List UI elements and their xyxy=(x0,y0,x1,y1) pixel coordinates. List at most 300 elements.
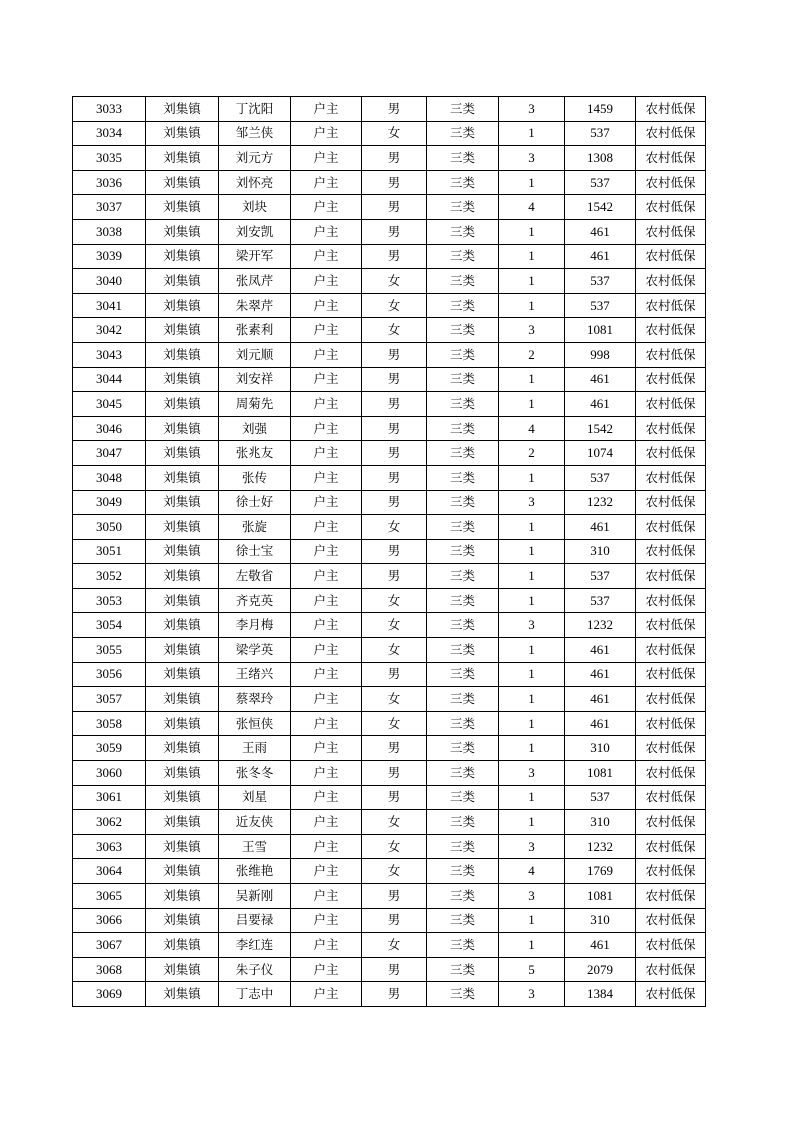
cell-relation: 户主 xyxy=(291,982,362,1007)
cell-subsidy-type: 农村低保 xyxy=(636,416,706,441)
cell-amount: 537 xyxy=(565,588,636,613)
cell-household-size: 1 xyxy=(499,515,565,540)
cell-town: 刘集镇 xyxy=(146,146,219,171)
cell-serial-no: 3067 xyxy=(73,933,146,958)
table-row xyxy=(73,97,706,122)
cell-category: 三类 xyxy=(427,515,499,540)
cell-town: 刘集镇 xyxy=(146,588,219,613)
cell-category: 三类 xyxy=(427,195,499,220)
cell-relation: 户主 xyxy=(291,638,362,663)
cell-town: 刘集镇 xyxy=(146,293,219,318)
cell-town: 刘集镇 xyxy=(146,785,219,810)
cell-household-size: 4 xyxy=(499,195,565,220)
cell-town: 刘集镇 xyxy=(146,638,219,663)
cell-gender: 男 xyxy=(362,490,427,515)
table-row xyxy=(73,638,706,663)
cell-household-size: 3 xyxy=(499,490,565,515)
cell-name: 张恒侠 xyxy=(219,711,291,736)
cell-name: 徐士好 xyxy=(219,490,291,515)
cell-amount: 1769 xyxy=(565,859,636,884)
cell-subsidy-type: 农村低保 xyxy=(636,884,706,909)
cell-serial-no: 3052 xyxy=(73,564,146,589)
table-row xyxy=(73,810,706,835)
cell-relation: 户主 xyxy=(291,146,362,171)
cell-subsidy-type: 农村低保 xyxy=(636,982,706,1007)
cell-subsidy-type: 农村低保 xyxy=(636,564,706,589)
cell-relation: 户主 xyxy=(291,342,362,367)
cell-household-size: 1 xyxy=(499,810,565,835)
cell-gender: 男 xyxy=(362,785,427,810)
cell-category: 三类 xyxy=(427,441,499,466)
cell-amount: 1308 xyxy=(565,146,636,171)
cell-gender: 男 xyxy=(362,416,427,441)
cell-name: 刘块 xyxy=(219,195,291,220)
cell-serial-no: 3046 xyxy=(73,416,146,441)
cell-household-size: 1 xyxy=(499,539,565,564)
cell-serial-no: 3045 xyxy=(73,392,146,417)
cell-subsidy-type: 农村低保 xyxy=(636,269,706,294)
cell-town: 刘集镇 xyxy=(146,810,219,835)
cell-gender: 女 xyxy=(362,933,427,958)
cell-subsidy-type: 农村低保 xyxy=(636,367,706,392)
table-row xyxy=(73,834,706,859)
table-row xyxy=(73,318,706,343)
cell-gender: 男 xyxy=(362,244,427,269)
cell-relation: 户主 xyxy=(291,588,362,613)
cell-name: 王绪兴 xyxy=(219,662,291,687)
table-row xyxy=(73,761,706,786)
cell-household-size: 1 xyxy=(499,219,565,244)
cell-serial-no: 3040 xyxy=(73,269,146,294)
table-row xyxy=(73,982,706,1007)
cell-subsidy-type: 农村低保 xyxy=(636,662,706,687)
table-row xyxy=(73,933,706,958)
cell-town: 刘集镇 xyxy=(146,121,219,146)
cell-category: 三类 xyxy=(427,490,499,515)
cell-gender: 女 xyxy=(362,293,427,318)
cell-amount: 461 xyxy=(565,711,636,736)
cell-household-size: 3 xyxy=(499,318,565,343)
cell-name: 吴新刚 xyxy=(219,884,291,909)
cell-serial-no: 3057 xyxy=(73,687,146,712)
table-row xyxy=(73,441,706,466)
cell-subsidy-type: 农村低保 xyxy=(636,244,706,269)
cell-gender: 女 xyxy=(362,588,427,613)
cell-household-size: 4 xyxy=(499,859,565,884)
cell-serial-no: 3053 xyxy=(73,588,146,613)
table-row xyxy=(73,195,706,220)
cell-gender: 女 xyxy=(362,638,427,663)
cell-gender: 男 xyxy=(362,342,427,367)
cell-name: 刘星 xyxy=(219,785,291,810)
cell-name: 吕要禄 xyxy=(219,908,291,933)
cell-relation: 户主 xyxy=(291,564,362,589)
cell-name: 徐士宝 xyxy=(219,539,291,564)
cell-town: 刘集镇 xyxy=(146,884,219,909)
cell-name: 梁学英 xyxy=(219,638,291,663)
cell-subsidy-type: 农村低保 xyxy=(636,392,706,417)
cell-subsidy-type: 农村低保 xyxy=(636,957,706,982)
cell-amount: 1459 xyxy=(565,97,636,122)
cell-category: 三类 xyxy=(427,785,499,810)
cell-town: 刘集镇 xyxy=(146,219,219,244)
cell-gender: 女 xyxy=(362,269,427,294)
cell-town: 刘集镇 xyxy=(146,662,219,687)
cell-subsidy-type: 农村低保 xyxy=(636,908,706,933)
cell-household-size: 3 xyxy=(499,761,565,786)
cell-name: 李红连 xyxy=(219,933,291,958)
cell-town: 刘集镇 xyxy=(146,687,219,712)
cell-relation: 户主 xyxy=(291,195,362,220)
cell-town: 刘集镇 xyxy=(146,933,219,958)
cell-amount: 1384 xyxy=(565,982,636,1007)
cell-household-size: 3 xyxy=(499,884,565,909)
cell-household-size: 1 xyxy=(499,736,565,761)
cell-amount: 310 xyxy=(565,810,636,835)
cell-amount: 310 xyxy=(565,908,636,933)
data-table xyxy=(72,96,706,1007)
cell-category: 三类 xyxy=(427,859,499,884)
table-row xyxy=(73,490,706,515)
cell-serial-no: 3054 xyxy=(73,613,146,638)
cell-serial-no: 3069 xyxy=(73,982,146,1007)
cell-amount: 1232 xyxy=(565,490,636,515)
cell-amount: 537 xyxy=(565,269,636,294)
cell-subsidy-type: 农村低保 xyxy=(636,711,706,736)
cell-name: 刘元方 xyxy=(219,146,291,171)
cell-town: 刘集镇 xyxy=(146,244,219,269)
cell-amount: 537 xyxy=(565,785,636,810)
cell-category: 三类 xyxy=(427,736,499,761)
cell-gender: 男 xyxy=(362,884,427,909)
cell-household-size: 1 xyxy=(499,392,565,417)
cell-name: 张传 xyxy=(219,465,291,490)
table-row xyxy=(73,711,706,736)
cell-amount: 310 xyxy=(565,736,636,761)
table-row xyxy=(73,957,706,982)
cell-relation: 户主 xyxy=(291,711,362,736)
cell-category: 三类 xyxy=(427,146,499,171)
cell-subsidy-type: 农村低保 xyxy=(636,761,706,786)
cell-gender: 男 xyxy=(362,465,427,490)
cell-gender: 男 xyxy=(362,195,427,220)
cell-household-size: 4 xyxy=(499,416,565,441)
cell-category: 三类 xyxy=(427,810,499,835)
cell-name: 刘元顺 xyxy=(219,342,291,367)
cell-amount: 461 xyxy=(565,367,636,392)
cell-relation: 户主 xyxy=(291,318,362,343)
cell-serial-no: 3059 xyxy=(73,736,146,761)
cell-serial-no: 3044 xyxy=(73,367,146,392)
cell-relation: 户主 xyxy=(291,785,362,810)
cell-household-size: 3 xyxy=(499,982,565,1007)
cell-relation: 户主 xyxy=(291,736,362,761)
cell-relation: 户主 xyxy=(291,957,362,982)
cell-amount: 1542 xyxy=(565,416,636,441)
cell-town: 刘集镇 xyxy=(146,957,219,982)
cell-relation: 户主 xyxy=(291,490,362,515)
cell-amount: 1081 xyxy=(565,318,636,343)
cell-name: 蔡翠玲 xyxy=(219,687,291,712)
cell-amount: 461 xyxy=(565,638,636,663)
cell-amount: 461 xyxy=(565,933,636,958)
cell-town: 刘集镇 xyxy=(146,564,219,589)
cell-name: 丁志中 xyxy=(219,982,291,1007)
cell-amount: 537 xyxy=(565,170,636,195)
cell-name: 周菊先 xyxy=(219,392,291,417)
cell-category: 三类 xyxy=(427,97,499,122)
table-row xyxy=(73,465,706,490)
cell-relation: 户主 xyxy=(291,244,362,269)
cell-name: 刘安祥 xyxy=(219,367,291,392)
cell-relation: 户主 xyxy=(291,884,362,909)
cell-amount: 1232 xyxy=(565,613,636,638)
cell-gender: 男 xyxy=(362,736,427,761)
cell-subsidy-type: 农村低保 xyxy=(636,539,706,564)
cell-household-size: 1 xyxy=(499,244,565,269)
cell-relation: 户主 xyxy=(291,392,362,417)
cell-serial-no: 3049 xyxy=(73,490,146,515)
cell-gender: 男 xyxy=(362,761,427,786)
cell-category: 三类 xyxy=(427,687,499,712)
cell-name: 王雨 xyxy=(219,736,291,761)
cell-gender: 男 xyxy=(362,441,427,466)
cell-category: 三类 xyxy=(427,219,499,244)
cell-category: 三类 xyxy=(427,416,499,441)
table-row xyxy=(73,367,706,392)
table-row xyxy=(73,416,706,441)
cell-town: 刘集镇 xyxy=(146,392,219,417)
cell-subsidy-type: 农村低保 xyxy=(636,195,706,220)
cell-amount: 998 xyxy=(565,342,636,367)
cell-subsidy-type: 农村低保 xyxy=(636,588,706,613)
cell-household-size: 1 xyxy=(499,121,565,146)
table-row xyxy=(73,859,706,884)
cell-name: 张旋 xyxy=(219,515,291,540)
cell-gender: 男 xyxy=(362,957,427,982)
cell-household-size: 1 xyxy=(499,785,565,810)
cell-relation: 户主 xyxy=(291,810,362,835)
cell-amount: 1081 xyxy=(565,761,636,786)
cell-gender: 男 xyxy=(362,564,427,589)
cell-category: 三类 xyxy=(427,170,499,195)
cell-gender: 男 xyxy=(362,392,427,417)
table-row xyxy=(73,884,706,909)
table-row xyxy=(73,269,706,294)
cell-gender: 女 xyxy=(362,687,427,712)
cell-amount: 310 xyxy=(565,539,636,564)
cell-household-size: 2 xyxy=(499,342,565,367)
cell-amount: 1081 xyxy=(565,884,636,909)
cell-subsidy-type: 农村低保 xyxy=(636,97,706,122)
table-row xyxy=(73,170,706,195)
cell-town: 刘集镇 xyxy=(146,195,219,220)
cell-relation: 户主 xyxy=(291,293,362,318)
cell-subsidy-type: 农村低保 xyxy=(636,342,706,367)
cell-category: 三类 xyxy=(427,465,499,490)
cell-relation: 户主 xyxy=(291,539,362,564)
cell-town: 刘集镇 xyxy=(146,367,219,392)
cell-subsidy-type: 农村低保 xyxy=(636,490,706,515)
cell-town: 刘集镇 xyxy=(146,441,219,466)
cell-subsidy-type: 农村低保 xyxy=(636,170,706,195)
cell-town: 刘集镇 xyxy=(146,465,219,490)
cell-household-size: 3 xyxy=(499,146,565,171)
cell-serial-no: 3065 xyxy=(73,884,146,909)
cell-amount: 1542 xyxy=(565,195,636,220)
cell-gender: 男 xyxy=(362,539,427,564)
cell-household-size: 2 xyxy=(499,441,565,466)
cell-gender: 男 xyxy=(362,219,427,244)
table-body xyxy=(73,97,706,1007)
cell-household-size: 1 xyxy=(499,170,565,195)
cell-relation: 户主 xyxy=(291,367,362,392)
cell-category: 三类 xyxy=(427,933,499,958)
cell-gender: 男 xyxy=(362,908,427,933)
cell-gender: 女 xyxy=(362,711,427,736)
table-row xyxy=(73,515,706,540)
cell-subsidy-type: 农村低保 xyxy=(636,121,706,146)
cell-amount: 461 xyxy=(565,515,636,540)
cell-name: 梁开军 xyxy=(219,244,291,269)
cell-serial-no: 3035 xyxy=(73,146,146,171)
cell-household-size: 3 xyxy=(499,97,565,122)
cell-subsidy-type: 农村低保 xyxy=(636,810,706,835)
cell-town: 刘集镇 xyxy=(146,613,219,638)
cell-relation: 户主 xyxy=(291,465,362,490)
cell-amount: 461 xyxy=(565,662,636,687)
cell-relation: 户主 xyxy=(291,908,362,933)
cell-category: 三类 xyxy=(427,342,499,367)
table-row xyxy=(73,121,706,146)
cell-gender: 女 xyxy=(362,859,427,884)
table-row xyxy=(73,219,706,244)
cell-serial-no: 3043 xyxy=(73,342,146,367)
cell-household-size: 3 xyxy=(499,613,565,638)
cell-relation: 户主 xyxy=(291,219,362,244)
cell-town: 刘集镇 xyxy=(146,761,219,786)
cell-relation: 户主 xyxy=(291,933,362,958)
cell-town: 刘集镇 xyxy=(146,170,219,195)
cell-subsidy-type: 农村低保 xyxy=(636,465,706,490)
cell-amount: 461 xyxy=(565,244,636,269)
table-row xyxy=(73,539,706,564)
cell-category: 三类 xyxy=(427,613,499,638)
cell-household-size: 1 xyxy=(499,908,565,933)
cell-gender: 女 xyxy=(362,613,427,638)
cell-household-size: 1 xyxy=(499,293,565,318)
cell-subsidy-type: 农村低保 xyxy=(636,515,706,540)
cell-category: 三类 xyxy=(427,834,499,859)
cell-category: 三类 xyxy=(427,761,499,786)
cell-serial-no: 3056 xyxy=(73,662,146,687)
cell-category: 三类 xyxy=(427,638,499,663)
cell-gender: 男 xyxy=(362,982,427,1007)
cell-category: 三类 xyxy=(427,564,499,589)
cell-name: 邹兰侠 xyxy=(219,121,291,146)
cell-name: 张凤芹 xyxy=(219,269,291,294)
cell-town: 刘集镇 xyxy=(146,515,219,540)
cell-subsidy-type: 农村低保 xyxy=(636,638,706,663)
cell-relation: 户主 xyxy=(291,761,362,786)
cell-subsidy-type: 农村低保 xyxy=(636,736,706,761)
cell-serial-no: 3041 xyxy=(73,293,146,318)
cell-category: 三类 xyxy=(427,957,499,982)
cell-gender: 女 xyxy=(362,515,427,540)
cell-serial-no: 3060 xyxy=(73,761,146,786)
cell-amount: 537 xyxy=(565,121,636,146)
cell-subsidy-type: 农村低保 xyxy=(636,613,706,638)
cell-category: 三类 xyxy=(427,293,499,318)
cell-name: 李月梅 xyxy=(219,613,291,638)
cell-serial-no: 3048 xyxy=(73,465,146,490)
table-row xyxy=(73,785,706,810)
table-row xyxy=(73,588,706,613)
table-row xyxy=(73,293,706,318)
cell-gender: 男 xyxy=(362,170,427,195)
cell-subsidy-type: 农村低保 xyxy=(636,293,706,318)
cell-amount: 537 xyxy=(565,564,636,589)
cell-amount: 461 xyxy=(565,219,636,244)
cell-serial-no: 3036 xyxy=(73,170,146,195)
cell-name: 王雪 xyxy=(219,834,291,859)
table-row xyxy=(73,908,706,933)
cell-serial-no: 3066 xyxy=(73,908,146,933)
cell-subsidy-type: 农村低保 xyxy=(636,146,706,171)
cell-gender: 男 xyxy=(362,367,427,392)
cell-name: 张兆友 xyxy=(219,441,291,466)
cell-name: 朱翠芹 xyxy=(219,293,291,318)
cell-amount: 2079 xyxy=(565,957,636,982)
cell-relation: 户主 xyxy=(291,441,362,466)
cell-serial-no: 3062 xyxy=(73,810,146,835)
cell-town: 刘集镇 xyxy=(146,736,219,761)
cell-household-size: 5 xyxy=(499,957,565,982)
cell-serial-no: 3061 xyxy=(73,785,146,810)
cell-serial-no: 3050 xyxy=(73,515,146,540)
table-row xyxy=(73,613,706,638)
cell-town: 刘集镇 xyxy=(146,539,219,564)
cell-household-size: 1 xyxy=(499,711,565,736)
cell-serial-no: 3055 xyxy=(73,638,146,663)
table-row xyxy=(73,687,706,712)
cell-category: 三类 xyxy=(427,269,499,294)
cell-household-size: 3 xyxy=(499,834,565,859)
cell-household-size: 1 xyxy=(499,465,565,490)
cell-household-size: 1 xyxy=(499,662,565,687)
cell-name: 齐克英 xyxy=(219,588,291,613)
cell-town: 刘集镇 xyxy=(146,342,219,367)
cell-serial-no: 3033 xyxy=(73,97,146,122)
cell-category: 三类 xyxy=(427,588,499,613)
cell-gender: 女 xyxy=(362,810,427,835)
cell-household-size: 1 xyxy=(499,269,565,294)
cell-gender: 男 xyxy=(362,146,427,171)
cell-town: 刘集镇 xyxy=(146,318,219,343)
cell-category: 三类 xyxy=(427,982,499,1007)
table-row xyxy=(73,736,706,761)
table-row xyxy=(73,392,706,417)
cell-town: 刘集镇 xyxy=(146,982,219,1007)
cell-town: 刘集镇 xyxy=(146,97,219,122)
cell-household-size: 1 xyxy=(499,687,565,712)
cell-name: 张冬冬 xyxy=(219,761,291,786)
cell-subsidy-type: 农村低保 xyxy=(636,785,706,810)
cell-town: 刘集镇 xyxy=(146,416,219,441)
cell-name: 刘安凯 xyxy=(219,219,291,244)
table-row xyxy=(73,146,706,171)
cell-name: 刘怀亮 xyxy=(219,170,291,195)
